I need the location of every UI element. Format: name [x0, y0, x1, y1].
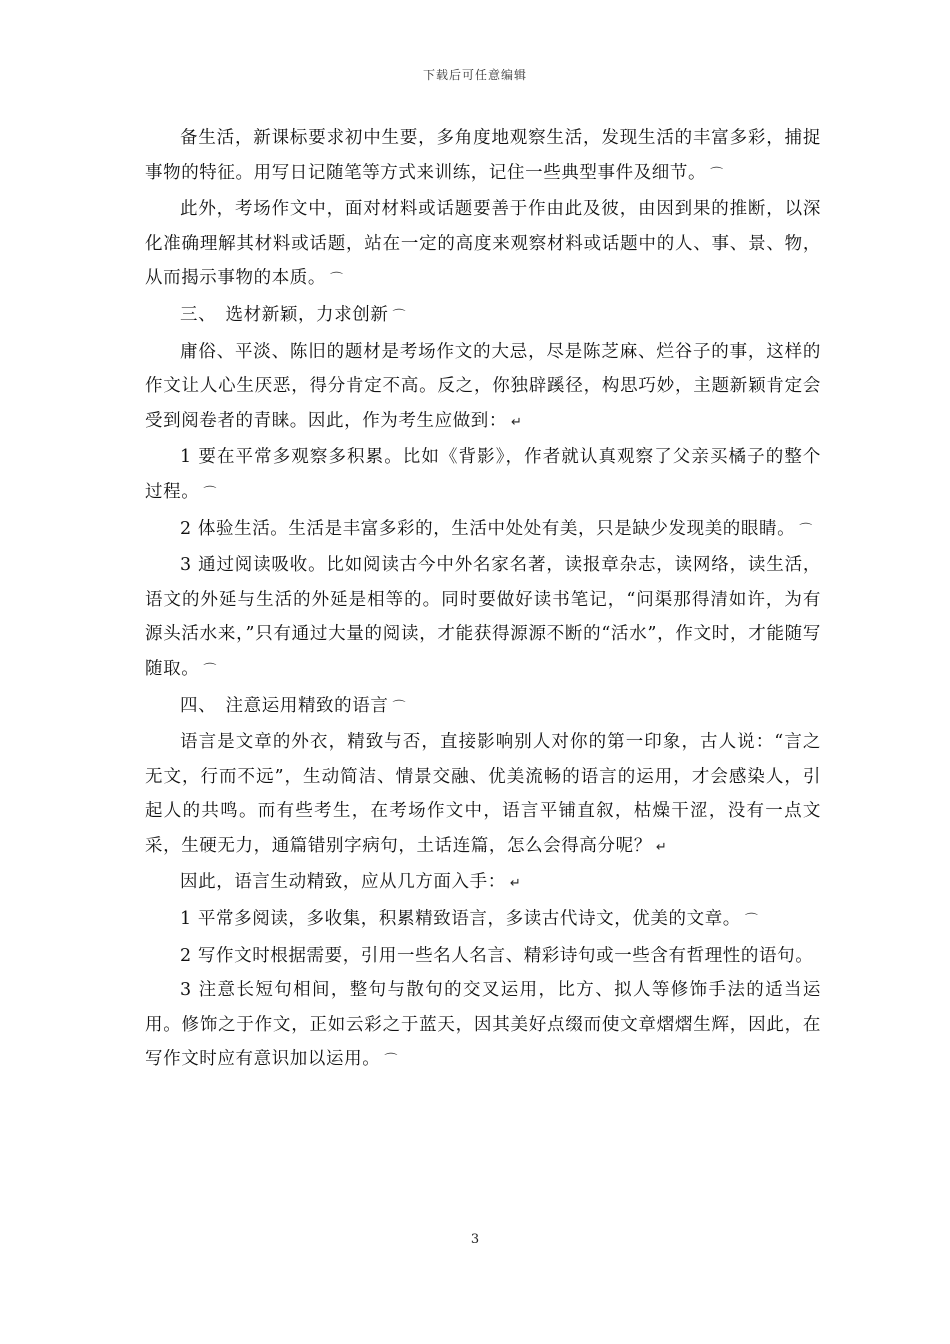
paragraph-new-material: [145, 335, 821, 441]
paragraph-mark-icon: ⌒: [710, 166, 724, 182]
paragraph-text: 3 注意长短句相间，整句与散句的交叉运用，比方、拟人等修饰手法的适当运用。修饰之于作文，正如云彩之于蓝天，因其美好点缀而使文章熠熠生辉，因此，在写作文时应有意识加以运用。: [145, 980, 821, 1070]
paragraph-mark-icon: ⌒: [330, 272, 344, 288]
document-body: [145, 121, 821, 1079]
section-heading-4: [145, 689, 821, 726]
paragraph-text: 1 要在平常多观察多积累。比如《背影》，作者就认真观察了父亲买橘子的整个过程。: [145, 447, 821, 502]
section-heading-3: [145, 298, 821, 335]
paragraph-text: 庸俗、平淡、陈旧的题材是考场作文的大忌，尽是陈芝麻、烂谷子的事，这样的作文让人心生厌恶，得分肯定不高。反之，你独辟蹊径，构思巧妙，主题新颖肯定会受到阅卷者的青睐。因此，作为考生应做到：: [145, 341, 821, 431]
heading-text: 三、 选材新颖，力求创新: [180, 304, 389, 325]
paragraph-text: 2 写作文时根据需要，引用一些名人名言、精彩诗句或一些含有哲理性的语句。: [180, 945, 814, 966]
paragraph-text: 因此，语言生动精致，应从几方面入手：: [180, 872, 506, 893]
paragraph-mark-icon: ↵: [511, 414, 523, 430]
list-item-rhetoric: [145, 973, 821, 1079]
page-number: 3: [470, 1232, 480, 1247]
paragraph-mark-icon: ⌒: [384, 1053, 398, 1069]
paragraph-mark-icon: ⌒: [392, 308, 407, 324]
paragraph-text: 此外，考场作文中，面对材料或话题要善于作由此及彼，由因到果的推断，以深化准确理解其材料或话题，站在一定的高度来观察材料或话题中的人、事、景、物，从而揭示事物的本质。: [145, 199, 821, 289]
paragraph-mark-icon: ⌒: [203, 662, 217, 678]
list-item-reading: [145, 548, 821, 688]
list-item-observe: [145, 440, 821, 511]
paragraph-mark-icon: ↵: [509, 876, 522, 892]
paragraph-mark-icon: ⌒: [392, 699, 407, 715]
heading-text: 四、 注意运用精致的语言: [180, 695, 389, 716]
page-header: 下载后可任意编辑: [422, 68, 527, 82]
paragraph-text: 3 通过阅读吸收。比如阅读古今中外名家名著，读报章杂志，读网络，读生活，语文的外延与生活的外延是相等的。同时要做好读书笔记，“问渠那得清如许，为有源头活水来，”只有通过大量的阅读，才能获得源源不断的“活水”，作文时，才能随写随取。: [145, 555, 821, 679]
paragraph-observe-life: [145, 121, 821, 192]
paragraph-text: 备生活，新课标要求初中生要，多角度地观察生活，发现生活的丰富多彩，捕捉事物的特征。用写日记随笔等方式来训练，记住一些典型事件及细节。: [145, 128, 821, 183]
paragraph-text: 1 平常多阅读，多收集，积累精致语言，多读古代诗文，优美的文章。: [180, 909, 741, 930]
list-item-experience: [145, 512, 821, 549]
paragraph-mark-icon: ↵: [655, 839, 668, 855]
paragraph-text: 2 体验生活。生活是丰富多彩的，生活中处处有美，只是缺少发现美的眼睛。: [180, 518, 796, 539]
paragraph-language: [145, 725, 821, 865]
paragraph-mark-icon: ⌒: [799, 522, 813, 538]
paragraph-text: 语言是文章的外衣，精致与否，直接影响别人对你的第一印象，古人说：“言之无文，行而不远”，生动简洁、情景交融、优美流畅的语言的运用，才会感染人，引起人的共鸣。而有些考生，在考场作文中，语言平铺直叙，枯燥干涩，没有一点文采，生硬无力，通篇错别字病句，土话连篇，怎么会得高分呢？: [145, 732, 821, 856]
paragraph-mark-icon: ⌒: [744, 913, 759, 929]
paragraph-therefore: [145, 865, 821, 902]
paragraph-mark-icon: ⌒: [203, 485, 217, 501]
list-item-quotes: [145, 939, 821, 974]
paragraph-reasoning: [145, 192, 821, 298]
list-item-accumulate: [145, 902, 821, 939]
